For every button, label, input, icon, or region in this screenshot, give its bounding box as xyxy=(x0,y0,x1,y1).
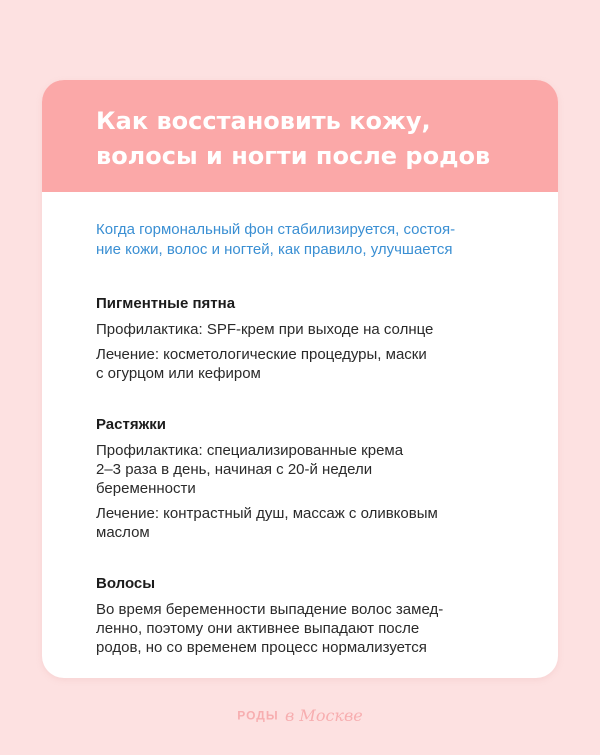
text-line: беременности xyxy=(96,480,196,497)
section-stretch-marks xyxy=(96,415,536,542)
hair-text xyxy=(96,600,536,657)
text-line: ленно, поэтому они активнее выпадают после xyxy=(96,620,420,637)
info-card xyxy=(42,80,558,678)
section-title: Пигментные пятна xyxy=(96,295,236,312)
text-line: 2–3 раза в день, начиная с 20-й недели xyxy=(96,461,373,478)
brand-logo xyxy=(0,706,600,725)
text-line: Профилактика: специализированные крема xyxy=(96,442,404,459)
card-header xyxy=(42,80,558,192)
treatment-text xyxy=(96,345,536,383)
prevention-text xyxy=(96,441,536,498)
logo-main-text: РОДЫ xyxy=(237,708,279,723)
text-line: родов, но со временем процесс нормализуется xyxy=(96,639,427,656)
section-hair xyxy=(96,574,536,657)
intro-line: ние кожи, волос и ногтей, как правило, улучшается xyxy=(96,241,453,258)
intro-text xyxy=(96,220,536,260)
section-title: Растяжки xyxy=(96,416,166,433)
text-line: Профилактика: SPF-крем при выходе на солнце xyxy=(96,321,434,338)
intro-line: Когда гормональный фон стабилизируется, состоя- xyxy=(96,221,456,238)
section-pigment-spots xyxy=(96,294,536,383)
text-line: с огурцом или кефиром xyxy=(96,365,261,382)
text-line: Лечение: косметологические процедуры, маски xyxy=(96,346,427,363)
prevention-text xyxy=(96,320,536,339)
card-title xyxy=(96,104,536,174)
treatment-text xyxy=(96,504,536,542)
text-line: маслом xyxy=(96,524,150,541)
logo-script-text: в Москве xyxy=(285,706,363,725)
section-title: Волосы xyxy=(96,575,156,592)
card-title-line: Как восстановить кожу, xyxy=(96,107,431,135)
card-title-line: волосы и ногти после родов xyxy=(96,142,491,170)
text-line: Лечение: контрастный душ, массаж с оливковым xyxy=(96,505,438,522)
text-line: Во время беременности выпадение волос замед- xyxy=(96,601,444,618)
card-body xyxy=(96,220,536,657)
